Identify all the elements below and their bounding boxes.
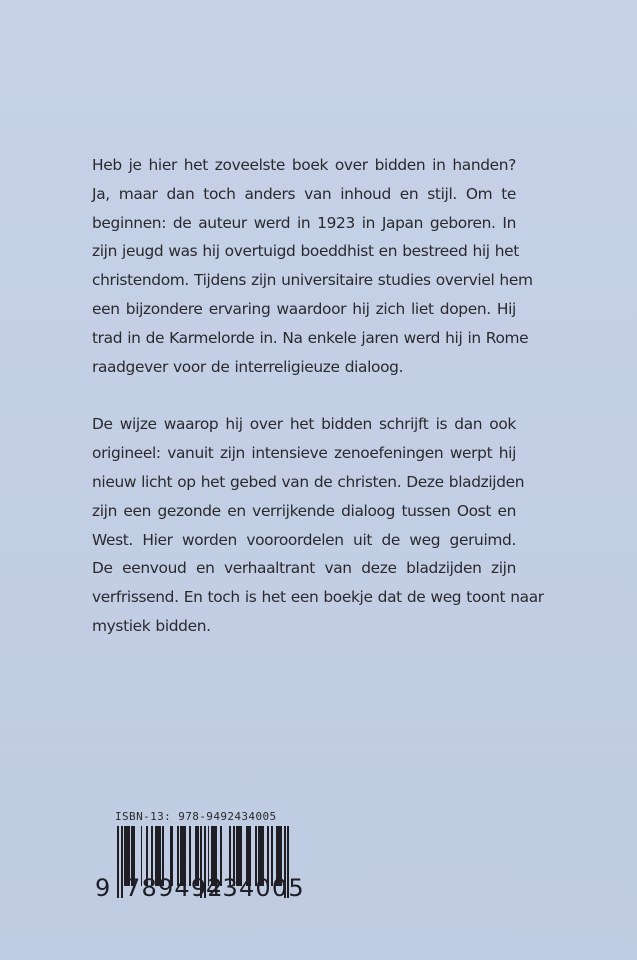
text-line: zijn een gezonde en verrijkende dialoog tussen Oost en <box>92 501 516 520</box>
barcode-digits-left: 789492 <box>125 874 224 902</box>
blurb-text <box>92 151 544 641</box>
text-line: verfrissend. En toch is het een boekje dat de weg toont naar <box>92 588 544 607</box>
text-line: Ja, maar dan toch anders van inhoud en stijl. Om te <box>92 184 516 203</box>
text-line: zijn jeugd was hij overtuigd boeddhist en bestreed hij het <box>92 242 519 261</box>
text-line: Heb je hier het zoveelste boek over bidden in handen? <box>92 156 516 174</box>
text-line: christendom. Tijdens zijn universitaire studies overviel hem <box>92 271 533 290</box>
text-line: een bijzondere ervaring waardoor hij zich liet dopen. Hij <box>92 299 516 318</box>
barcode-bar <box>121 826 123 898</box>
text-line: beginnen: de auteur werd in 1923 in Japan geboren. In <box>92 213 516 232</box>
text-line: trad in de Karmelorde in. Na enkele jaren werd hij in Rome <box>92 328 529 347</box>
text-line: mystiek bidden. <box>92 616 211 635</box>
barcode-digits-right: 434005 <box>206 874 305 902</box>
text-line: origineel: vanuit zijn intensieve zenoefeningen werpt hij <box>92 444 516 463</box>
blurb-paragraph-2 <box>92 410 544 640</box>
text-line: nieuw licht op het gebed van de christen. Deze bladzijden <box>92 472 525 491</box>
text-line: De wijze waarop hij over het bidden schrijft is dan ook <box>92 415 516 434</box>
isbn-label: ISBN-13: 978-9492434005 <box>115 810 277 823</box>
barcode-bar <box>117 826 119 898</box>
isbn-barcode <box>95 808 305 902</box>
text-line: De eenvoud en verhaaltrant van deze bladzijden zijn <box>92 559 516 578</box>
text-line: West. Hier worden vooroordelen uit de weg geruimd. <box>92 530 516 549</box>
text-line: raadgever voor de interreligieuze dialoog. <box>92 357 404 376</box>
blurb-paragraph-1 <box>92 151 533 381</box>
barcode-digit-prefix: 9 <box>95 874 112 902</box>
